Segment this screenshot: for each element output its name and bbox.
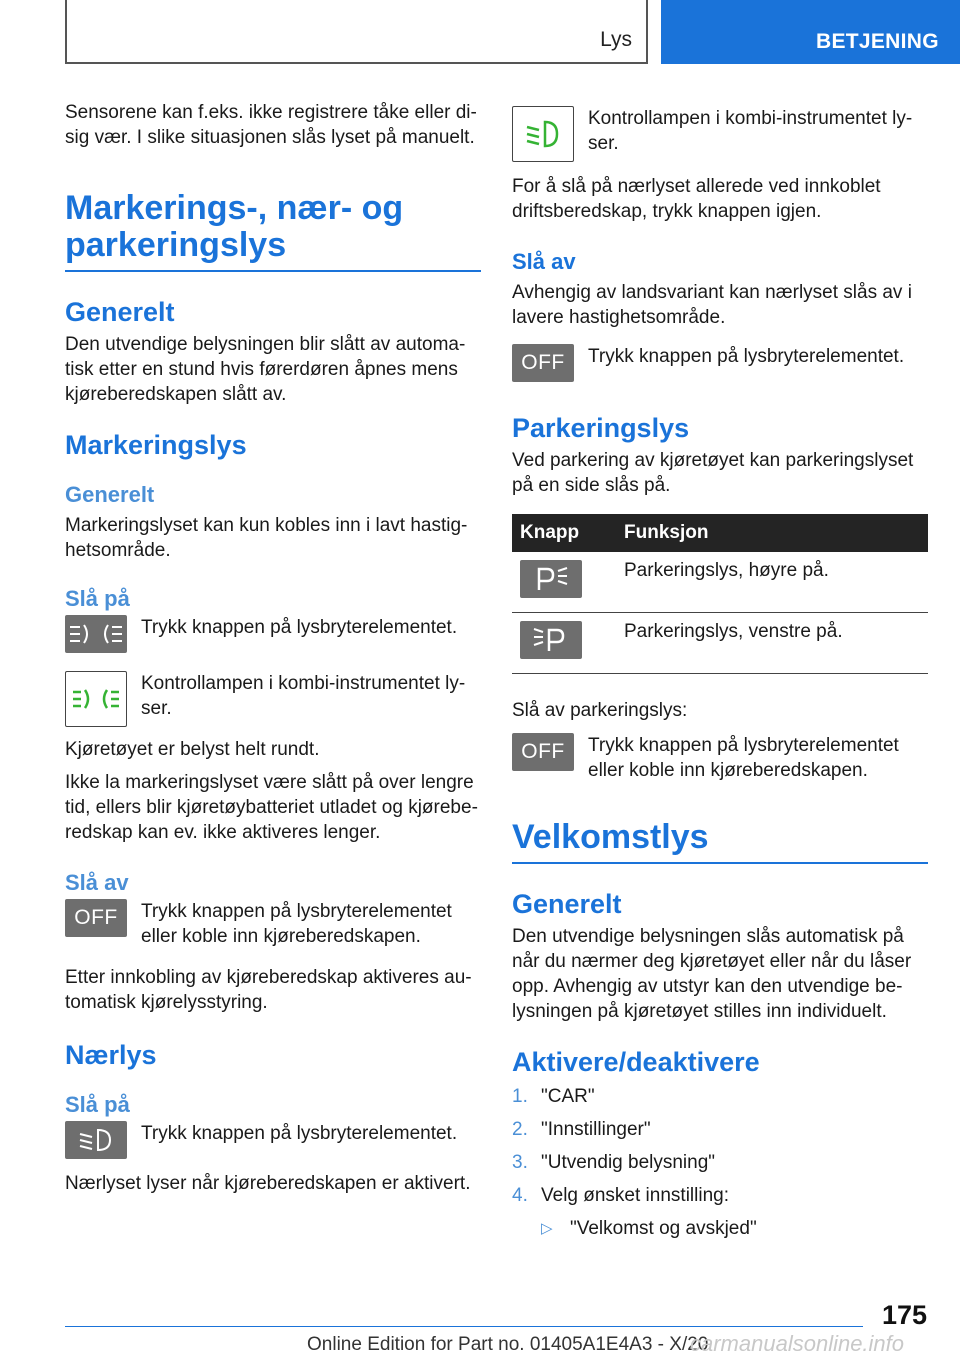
settings-steps-list (512, 1084, 928, 1208)
list-item: 4. Velg ønsket innstilling: (512, 1185, 729, 1206)
chapter-tab[interactable]: BETJENING (661, 0, 960, 64)
list-item: 3. "Utvendig belysning" (512, 1152, 716, 1173)
table-header-knapp: Knapp (512, 514, 616, 552)
velkomstlys-heading: Velkomstlys (512, 819, 928, 864)
sla-av-instruction: Trykk knappen på lysbryterelementet eller koble inn kjøreberedskapen. (141, 901, 452, 947)
right-sla-av-text: Avhengig av landsvariant kan nærlyset slås av i lavere hastighetsområde. (512, 282, 912, 328)
low-beam-step (65, 1121, 481, 1159)
sla-pa-heading: Slå på (65, 586, 130, 611)
right-indicator-text: Kontrollampen i kombi-instrumentet lyser. (588, 108, 913, 154)
table-row (512, 552, 928, 613)
parkeringslys-text: Ved parkering av kjøretøyet kan parkeringslyset på en side slås på. (512, 450, 914, 496)
table-row (512, 613, 928, 674)
naerlys-text: Nærlyset lyser når kjøreberedskapen er aktivert. (65, 1173, 471, 1194)
header-section-box (65, 0, 648, 64)
markeringslys-generelt-heading: Generelt (65, 482, 155, 507)
parkeringslys-off-instruction: Trykk knappen på lysbryterelementet eller koble inn kjøreberedskapen. (588, 735, 899, 781)
page-number: 175 (881, 1300, 927, 1330)
parking-off-label: OFF (521, 740, 565, 763)
substep-text: "Velkomst og avskjed" (570, 1218, 757, 1239)
parkeringslys-heading: Parkeringslys (512, 413, 690, 443)
low-beam-indicator-icon (512, 106, 574, 162)
off-label: OFF (74, 906, 118, 929)
low-beam-indicator-row (512, 106, 928, 162)
right-column (512, 106, 928, 1241)
sla-av-heading: Slå av (65, 870, 129, 895)
side-light-indicator-icon (65, 671, 127, 727)
warning-text: Ikke la markeringslyset være slått på over lengre tid, ellers blir kjøretøybatteriet utladet og kjøreberedskap kan ev. ikke aktiveres lenger. (65, 772, 478, 843)
velkomst-generelt-text: Den utvendige belysningen slås automatisk på når du nærmer deg kjøretøyet eller når du låser opp. Avhengig av utstyr kan den utvendige belysningen på kjøretøyet stilles inn individuelt. (512, 926, 912, 1022)
etter-text: Etter innkobling av kjøreberedskap aktiveres automatisk kjørelysstyring. (65, 967, 472, 1013)
side-light-indicator-row (65, 671, 481, 727)
section-title: Lys (600, 28, 632, 51)
parking-off-button[interactable] (512, 733, 574, 771)
substep-item (512, 1216, 928, 1241)
list-item: 1. "CAR" (512, 1086, 595, 1107)
off-step (65, 899, 481, 949)
table-header-funksjon: Funksjon (616, 514, 928, 552)
velkomst-generelt-heading: Generelt (512, 889, 622, 919)
indicator-text: Kontrollampen i kombi-instrumentet lyser. (141, 673, 466, 719)
aktivere-heading: Aktivere/deaktivere (512, 1047, 760, 1077)
generelt-heading: Generelt (65, 297, 175, 327)
parking-off-step (512, 733, 928, 783)
low-beam-button-icon[interactable] (65, 1121, 127, 1159)
off-button[interactable] (65, 899, 127, 937)
main-heading: Markerings-, nær- og parkeringslys (65, 190, 481, 272)
left-column (65, 100, 481, 1196)
right-sla-av-instruction: Trykk knappen på lysbryterelementet. (588, 346, 905, 367)
watermark: carmanualsonline.info (690, 1331, 905, 1356)
footer-divider (65, 1326, 863, 1327)
table-cell-function: Parkeringslys, høyre på. (616, 552, 928, 613)
table-cell-function: Parkeringslys, venstre på. (616, 613, 928, 674)
naerlys-instruction: Trykk knappen på lysbryterelementet. (141, 1123, 458, 1144)
parking-left-button-icon[interactable] (520, 621, 582, 659)
edition-text: Online Edition for Part no. 01405A1E4A3 - X/20 (307, 1334, 709, 1355)
naerlys-heading: Nærlys (65, 1040, 157, 1070)
right-off-button[interactable] (512, 344, 574, 382)
right-off-step (512, 344, 928, 382)
belyst-text: Kjøretøyet er belyst helt rundt. (65, 739, 320, 760)
side-light-step (65, 615, 481, 653)
list-item: 2. "Innstillinger" (512, 1119, 651, 1140)
allerede-text: For å slå på nærlyset allerede ved innkoblet driftsberedskap, trykk knappen igjen. (512, 176, 881, 222)
parking-right-button-icon[interactable] (520, 560, 582, 598)
markeringslys-generelt-text: Markeringslyset kan kun kobles inn i lavt hastighetsområde. (65, 515, 468, 561)
naerlys-sla-pa-heading: Slå på (65, 1092, 130, 1117)
right-off-label: OFF (521, 351, 565, 374)
generelt-text: Den utvendige belysningen blir slått av automatisk etter en stund hvis førerdøren åpnes mens kjøreberedskapen slått av. (65, 334, 466, 405)
side-light-button-icon[interactable] (65, 615, 127, 653)
parking-light-table (512, 514, 928, 674)
triangle-marker-icon: ▷ (541, 1220, 553, 1237)
intro-text: Sensorene kan f.eks. ikke registrere tåke eller disig vær. I slike situasjonen slås lyset på manuelt. (65, 102, 477, 148)
markeringslys-heading: Markeringslys (65, 430, 247, 460)
right-sla-av-heading: Slå av (512, 249, 576, 274)
parkeringslys-off-intro: Slå av parkeringslys: (512, 700, 688, 721)
sla-pa-instruction: Trykk knappen på lysbryterelementet. (141, 617, 458, 638)
